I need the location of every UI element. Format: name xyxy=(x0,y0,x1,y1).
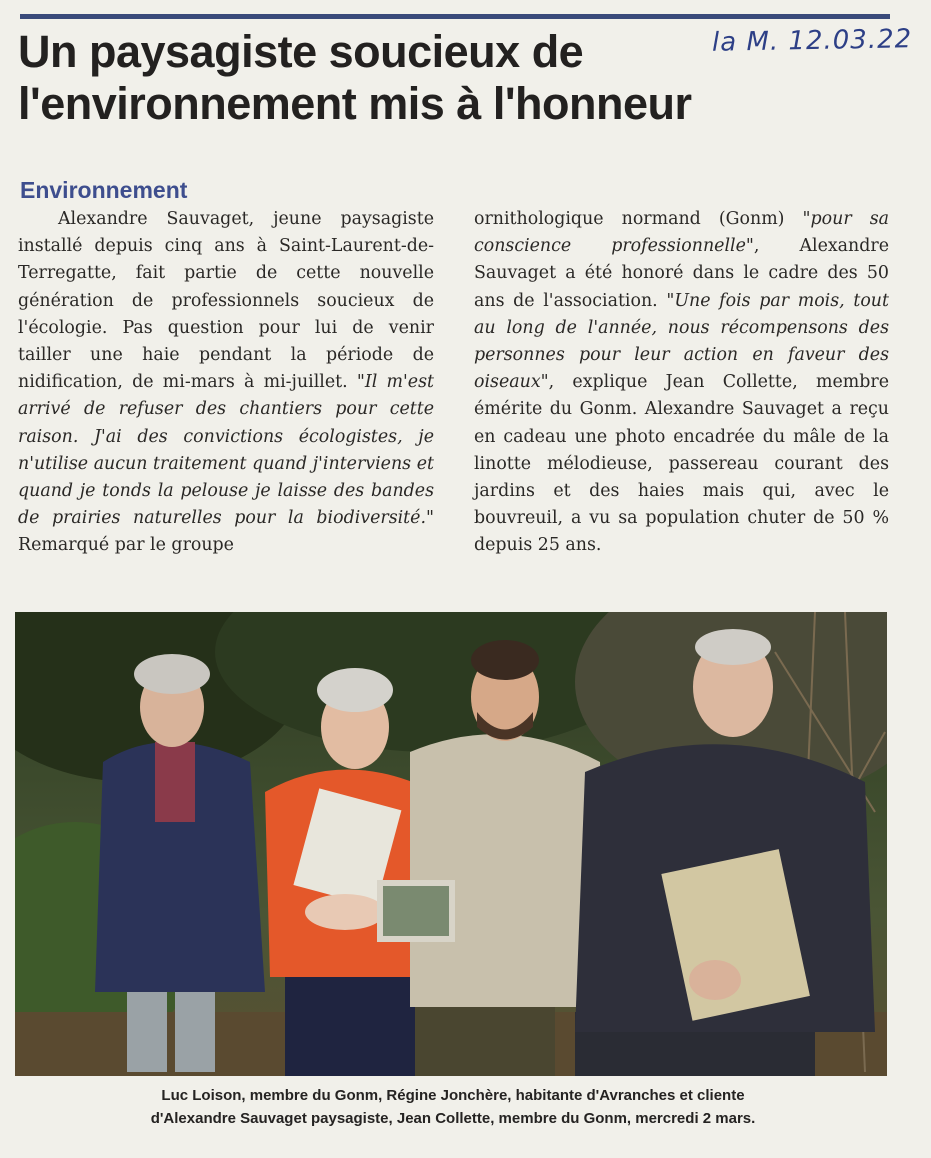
handwritten-date-note: la M. 12.03.22 xyxy=(711,24,913,58)
top-rule xyxy=(20,14,890,19)
quote-text: "Il m'est arrivé de refuser des chantiers pour cette raison. J'ai des convictions écologistes, je n'utilise aucun traitement quand j'interviens et quand je tonds la pelouse je laisse des bandes de prairies naturelles pour la biodiversité." xyxy=(18,372,435,529)
body-text: , explique Jean Collette, membre émérite du Gonm. Alexandre Sauvaget a reçu en cadeau une photo encadrée du mâle de la linotte mélodieuse, passereau courant des jardins et des haies mais qui, avec le bouvreuil, a vu sa population chuter de 50 % depuis 25 ans. xyxy=(474,372,889,556)
article-paragraph xyxy=(474,206,889,560)
photo-illustration xyxy=(15,612,887,1076)
caption-line-1: Luc Loison, membre du Gonm, Régine Jonchère, habitante d'Avranches et cliente xyxy=(161,1087,745,1104)
photo-caption xyxy=(18,1084,888,1130)
body-text: Remarqué par le groupe xyxy=(18,535,234,556)
article-column-right xyxy=(474,206,889,560)
body-text: ornithologique normand (Gonm) xyxy=(474,209,803,229)
article-paragraph xyxy=(18,206,434,560)
section-rubric: Environnement xyxy=(20,177,188,203)
headline-line-1: Un paysagiste soucieux de xyxy=(18,26,584,77)
quote-text: "pour sa conscience professionnelle" xyxy=(474,209,889,257)
quote-text: "Une fois par mois, tout au long de l'année, nous récompensons des personnes pour leur action en faveur des oiseaux" xyxy=(474,290,889,393)
article-photo xyxy=(15,612,887,1076)
article-column-left xyxy=(18,206,434,560)
body-text: , Alexandre Sauvaget a été honoré dans le cadre des 50 ans de l'association. xyxy=(474,236,889,311)
caption-line-2: d'Alexandre Sauvaget paysagiste, Jean Collette, membre du Gonm, mercredi 2 mars. xyxy=(150,1110,756,1127)
body-text: Alexandre Sauvaget, jeune paysagiste installé depuis cinq ans à Saint-Laurent-de-Terregatte, fait partie de cette nouvelle génération de professionnels soucieux de l'écologie. Pas question pour lui de venir tailler une haie pendant la période de nidification, de mi-mars à mi-juillet. xyxy=(18,209,434,393)
headline-line-2: l'environnement mis à l'honneur xyxy=(18,78,692,129)
